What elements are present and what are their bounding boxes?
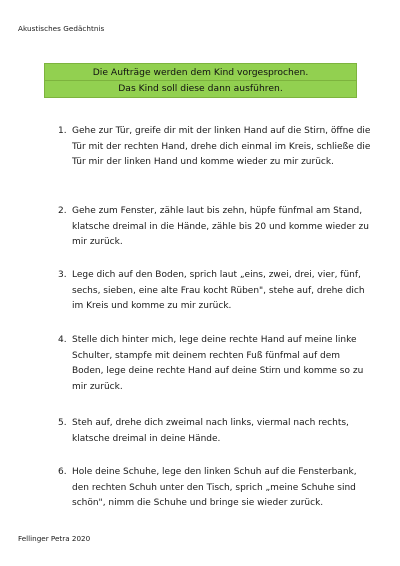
task-number: 4.: [58, 335, 67, 345]
task-line: Schulter, stampfe mit deinem rechten Fuß fünfmal auf dem: [72, 350, 341, 361]
banner-line-1: Die Aufträge werden dem Kind vorgesprochen.: [92, 67, 309, 78]
task-text: [72, 465, 362, 512]
task-line: Steh auf, drehe dich zweimal nach links, viermal nach rechts,: [72, 418, 349, 428]
task-number: 2.: [58, 206, 67, 216]
task-line: mir zurück.: [72, 381, 123, 392]
banner-line-2: Das Kind soll diese dann ausführen.: [118, 83, 283, 94]
task-line: mir zurück.: [72, 237, 123, 247]
task-text: [72, 268, 365, 315]
document-footer-author: Fellinger Petra 2020: [18, 534, 91, 543]
task-line: klatsche dreimal in deine Hände.: [72, 433, 221, 444]
banner-divider: [45, 80, 356, 81]
task-line: schön", nimm die Schuhe und bringe sie wieder zurück.: [72, 498, 324, 508]
task-line: im Kreis und komme zu mir zurück.: [72, 301, 232, 311]
task-line: Tür mir der linken Hand und komme wieder zu mir zurück.: [72, 157, 334, 167]
task-line: Gehe zur Tür, greife dir mit der linken Hand auf die Stirn, öffne die: [72, 126, 371, 136]
task-line: klatsche dreimal in die Hände, zähle bis 20 und komme wieder zu: [72, 221, 369, 232]
task-number: 6.: [58, 467, 67, 477]
instruction-banner: [44, 63, 357, 98]
task-line: Hole deine Schuhe, lege den linken Schuh auf die Fensterbank,: [72, 467, 357, 477]
task-text: [72, 204, 369, 251]
task-text: [72, 416, 362, 447]
task-line: Tür mit der rechten Hand, drehe dich einmal im Kreis, schließe die: [72, 141, 371, 152]
task-number: 5.: [58, 418, 67, 428]
task-line: den rechten Schuh unter den Tisch, sprich „meine Schuhe sind: [72, 482, 356, 493]
task-line: Gehe zum Fenster, zähle laut bis zehn, hüpfe fünfmal am Stand,: [72, 206, 363, 216]
document-header-title: Akustisches Gedächtnis: [18, 24, 105, 33]
task-line: Lege dich auf den Boden, sprich laut „eins, zwei, drei, vier, fünf,: [72, 270, 361, 280]
task-number: 1.: [58, 126, 67, 136]
task-text: [72, 124, 371, 171]
task-line: Boden, lege deine rechte Hand auf deine Stirn und komme so zu: [72, 366, 364, 376]
task-number: 3.: [58, 270, 67, 280]
task-line: sechs, sieben, eine alte Frau kocht Rüben", stehe auf, drehe dich: [72, 285, 365, 296]
task-line: Stelle dich hinter mich, lege deine rechte Hand auf meine linke: [72, 335, 357, 345]
task-text: [72, 333, 362, 395]
